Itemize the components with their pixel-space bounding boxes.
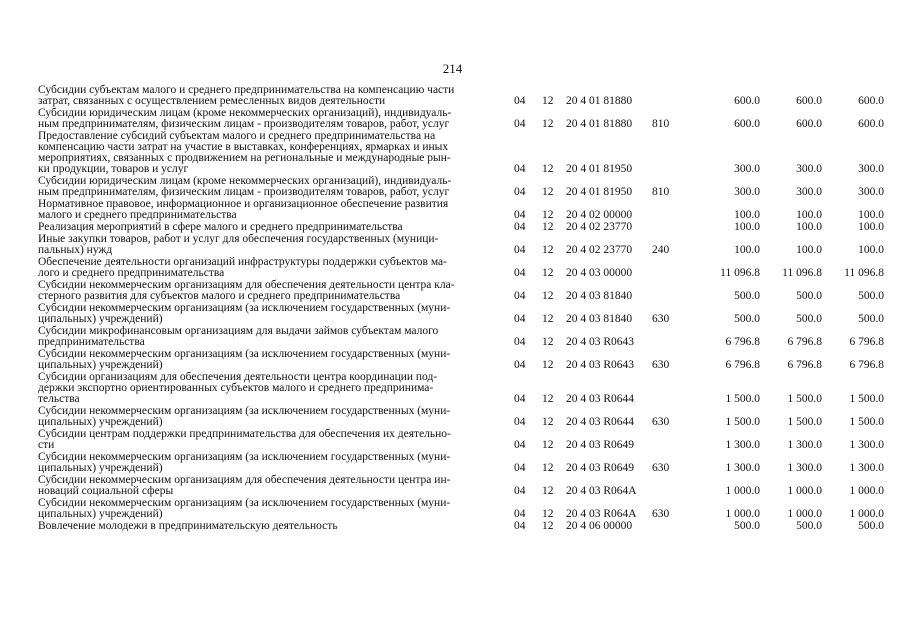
row-name-line: Субсидии некоммерческим организациям (за исключением государственных (муни- <box>38 302 451 314</box>
row-name-line: Субсидии юридическим лицам (кроме некоммерческих организаций), индивидуаль- <box>38 175 452 187</box>
amount-year-1: 1 500.0 <box>725 416 760 428</box>
row-name-line: ципальных) учреждений) <box>38 313 163 325</box>
amount-year-3: 1 300.0 <box>849 462 884 474</box>
amount-year-3: 300.0 <box>858 163 884 175</box>
target-article-code: 20 4 01 81880 <box>566 95 633 107</box>
target-article-code: 20 4 03 R0649 <box>566 462 635 474</box>
amount-year-1: 100.0 <box>734 209 760 221</box>
section-code: 04 <box>514 163 526 175</box>
row-name <box>38 303 508 326</box>
amount-year-2: 1 500.0 <box>787 416 822 428</box>
subsection-code: 12 <box>542 336 554 348</box>
subsection-code: 12 <box>542 416 554 428</box>
amount-year-3: 1 000.0 <box>849 508 884 520</box>
row-name <box>38 372 508 406</box>
row-name <box>38 199 508 222</box>
page-number: 214 <box>442 61 463 76</box>
row-name-line: Субсидии юридическим лицам (кроме некоммерческих организаций), индивидуаль- <box>38 107 452 119</box>
table-row <box>38 234 884 257</box>
amount-year-1: 1 300.0 <box>725 462 760 474</box>
subsection-code: 12 <box>542 313 554 325</box>
table-row <box>38 303 884 326</box>
section-code: 04 <box>514 462 526 474</box>
section-code: 04 <box>514 118 526 130</box>
table-row <box>38 199 884 222</box>
target-article-code: 20 4 03 81840 <box>566 290 633 302</box>
amount-year-2: 300.0 <box>796 186 822 198</box>
amount-year-1: 6 796.8 <box>725 359 760 371</box>
table-row <box>38 498 884 521</box>
section-code: 04 <box>514 416 526 428</box>
subsection-code: 12 <box>542 186 554 198</box>
expense-type-code <box>652 429 678 452</box>
row-name-line: Субсидии некоммерческим организациям (за исключением государственных (муни- <box>38 451 451 463</box>
amount-year-2: 100.0 <box>796 244 822 256</box>
target-article-code: 20 4 06 00000 <box>566 520 633 532</box>
row-name-line: держки экспортно ориентированных субъектов малого и среднего предпринима- <box>38 382 434 394</box>
row-name-line: Предоставление субсидий субъектам малого и среднего предпринимательства на <box>38 130 436 142</box>
amount-year-2: 300.0 <box>796 163 822 175</box>
row-name-line: ным предпринимателям, физическим лицам - производителям товаров, работ, услуг <box>38 118 450 130</box>
target-article-code: 20 4 02 23770 <box>566 244 633 256</box>
table-row <box>38 131 884 176</box>
section-code: 04 <box>514 520 526 532</box>
amount-year-2: 1 300.0 <box>787 439 822 451</box>
table-row <box>38 372 884 406</box>
subsection-code: 12 <box>542 508 554 520</box>
table-row <box>38 475 884 498</box>
subsection-code: 12 <box>542 462 554 474</box>
budget-table <box>38 85 884 533</box>
row-name-line: Нормативное правовое, информационное и организационное обеспечение развития <box>38 198 449 210</box>
section-code: 04 <box>514 313 526 325</box>
amount-year-2: 1 300.0 <box>787 462 822 474</box>
expense-type-code <box>652 521 678 533</box>
row-name <box>38 475 508 498</box>
amount-year-2: 600.0 <box>796 95 822 107</box>
amount-year-2: 500.0 <box>796 313 822 325</box>
expense-type-code: 630 <box>652 462 670 474</box>
row-name-line: тельства <box>38 393 80 405</box>
row-name-line: Субсидии некоммерческим организациям (за исключением государственных (муни- <box>38 405 451 417</box>
row-name <box>38 406 508 429</box>
amount-year-3: 100.0 <box>858 244 884 256</box>
amount-year-1: 500.0 <box>734 313 760 325</box>
row-name-line: ципальных) учреждений) <box>38 462 163 474</box>
row-name <box>38 326 508 349</box>
subsection-code: 12 <box>542 359 554 371</box>
section-code: 04 <box>514 267 526 279</box>
expense-type-code <box>652 326 678 349</box>
row-name-line: Субсидии некоммерческим организациям для обеспечения деятельности центра кла- <box>38 279 455 291</box>
amount-year-1: 100.0 <box>734 244 760 256</box>
row-name-line: ципальных) учреждений) <box>38 508 163 520</box>
table-row <box>38 349 884 372</box>
subsection-code: 12 <box>542 163 554 175</box>
table-row <box>38 429 884 452</box>
row-name-line: мероприятиях, связанных с продвижением на региональные и международные рын- <box>38 152 451 164</box>
row-name-line: Субсидии организациям для обеспечения деятельности центра координации под- <box>38 371 438 383</box>
row-name-line: Вовлечение молодежи в предпринимательскую деятельность <box>38 520 338 532</box>
row-name-line: ки продукции, товаров и услуг <box>38 163 189 175</box>
amount-year-3: 6 796.8 <box>849 359 884 371</box>
target-article-code: 20 4 03 R0644 <box>566 416 635 428</box>
table-row <box>38 280 884 303</box>
table-row <box>38 85 884 108</box>
row-name-line: Субсидии субъектам малого и среднего предпринимательства на компенсацию части <box>38 84 455 96</box>
amount-year-1: 500.0 <box>734 290 760 302</box>
expense-type-code <box>652 85 678 108</box>
row-name-line: компенсацию части затрат на участие в выставках, конференциях, ярмарках и иных <box>38 141 449 153</box>
expense-type-code <box>652 475 678 498</box>
target-article-code: 20 4 03 R064A <box>566 508 637 520</box>
row-name-line: новаций социальной сферы <box>38 485 174 497</box>
target-article-code: 20 4 02 23770 <box>566 221 633 233</box>
expense-type-code <box>652 280 678 303</box>
row-name-line: Обеспечение деятельности организаций инфраструктуры поддержки субъектов ма- <box>38 256 447 268</box>
row-name-line: Иные закупки товаров, работ и услуг для обеспечения государственных (муници- <box>38 233 439 245</box>
amount-year-1: 1 000.0 <box>725 485 760 497</box>
amount-year-3: 1 500.0 <box>849 393 884 405</box>
amount-year-3: 11 096.8 <box>844 267 884 279</box>
target-article-code: 20 4 03 81840 <box>566 313 633 325</box>
expense-type-code <box>652 222 678 234</box>
row-name-line: лого и среднего предпринимательства <box>38 267 225 279</box>
amount-year-1: 300.0 <box>734 186 760 198</box>
section-code: 04 <box>514 393 526 405</box>
target-article-code: 20 4 01 81880 <box>566 118 633 130</box>
table-body <box>38 85 884 533</box>
amount-year-1: 1 500.0 <box>725 393 760 405</box>
expense-type-code <box>652 131 678 176</box>
amount-year-2: 1 000.0 <box>787 508 822 520</box>
section-code: 04 <box>514 290 526 302</box>
row-name <box>38 521 508 533</box>
row-name-line: ципальных) учреждений) <box>38 416 163 428</box>
target-article-code: 20 4 03 R0649 <box>566 439 635 451</box>
amount-year-3: 600.0 <box>858 95 884 107</box>
subsection-code: 12 <box>542 221 554 233</box>
row-name <box>38 108 508 131</box>
expense-type-code: 630 <box>652 416 670 428</box>
subsection-code: 12 <box>542 290 554 302</box>
amount-year-1: 6 796.8 <box>725 336 760 348</box>
amount-year-1: 600.0 <box>734 118 760 130</box>
target-article-code: 20 4 03 R0643 <box>566 359 635 371</box>
section-code: 04 <box>514 336 526 348</box>
amount-year-1: 11 096.8 <box>720 267 760 279</box>
expense-type-code <box>652 199 678 222</box>
table-row <box>38 521 884 533</box>
row-name <box>38 498 508 521</box>
table-row <box>38 176 884 199</box>
table-row <box>38 257 884 280</box>
amount-year-3: 500.0 <box>858 290 884 302</box>
subsection-code: 12 <box>542 209 554 221</box>
amount-year-3: 600.0 <box>858 118 884 130</box>
amount-year-3: 6 796.8 <box>849 336 884 348</box>
row-name <box>38 85 508 108</box>
row-name-line: стерного развития для субъектов малого и среднего предпринимательства <box>38 290 401 302</box>
row-name-line: пальных) нужд <box>38 244 113 256</box>
row-name <box>38 131 508 176</box>
subsection-code: 12 <box>542 244 554 256</box>
subsection-code: 12 <box>542 95 554 107</box>
amount-year-2: 6 796.8 <box>787 336 822 348</box>
amount-year-2: 100.0 <box>796 209 822 221</box>
subsection-code: 12 <box>542 520 554 532</box>
amount-year-3: 1 500.0 <box>849 416 884 428</box>
amount-year-2: 500.0 <box>796 290 822 302</box>
section-code: 04 <box>514 209 526 221</box>
row-name <box>38 176 508 199</box>
amount-year-2: 100.0 <box>796 221 822 233</box>
amount-year-2: 6 796.8 <box>787 359 822 371</box>
expense-type-code <box>652 372 678 406</box>
expense-type-code: 630 <box>652 508 670 520</box>
target-article-code: 20 4 03 R0644 <box>566 393 635 405</box>
row-name-line: Субсидии центрам поддержки предпринимательства для обеспечения их деятельно- <box>38 428 451 440</box>
section-code: 04 <box>514 186 526 198</box>
section-code: 04 <box>514 221 526 233</box>
expense-type-code: 810 <box>652 118 670 130</box>
expense-type-code <box>652 257 678 280</box>
amount-year-3: 500.0 <box>858 313 884 325</box>
table-row <box>38 108 884 131</box>
row-name <box>38 257 508 280</box>
section-code: 04 <box>514 485 526 497</box>
subsection-code: 12 <box>542 485 554 497</box>
amount-year-2: 500.0 <box>796 520 822 532</box>
table-row <box>38 406 884 429</box>
target-article-code: 20 4 03 R0643 <box>566 336 635 348</box>
row-name-line: Субсидии некоммерческим организациям (за исключением государственных (муни- <box>38 497 451 509</box>
target-article-code: 20 4 03 00000 <box>566 267 633 279</box>
amount-year-1: 500.0 <box>734 520 760 532</box>
amount-year-1: 1 000.0 <box>725 508 760 520</box>
amount-year-3: 100.0 <box>858 221 884 233</box>
row-name <box>38 280 508 303</box>
expense-type-code: 810 <box>652 186 670 198</box>
row-name-line: затрат, связанных с осуществлением ремесленных видов деятельности <box>38 95 386 107</box>
amount-year-3: 500.0 <box>858 520 884 532</box>
row-name <box>38 452 508 475</box>
amount-year-3: 300.0 <box>858 186 884 198</box>
row-name-line: малого и среднего предпринимательства <box>38 209 237 221</box>
target-article-code: 20 4 01 81950 <box>566 163 633 175</box>
amount-year-1: 300.0 <box>734 163 760 175</box>
subsection-code: 12 <box>542 118 554 130</box>
amount-year-2: 600.0 <box>796 118 822 130</box>
amount-year-1: 100.0 <box>734 221 760 233</box>
expense-type-code: 240 <box>652 244 670 256</box>
row-name-line: Субсидии микрофинансовым организациям для выдачи займов субъектам малого <box>38 325 439 337</box>
amount-year-3: 100.0 <box>858 209 884 221</box>
subsection-code: 12 <box>542 393 554 405</box>
row-name <box>38 349 508 372</box>
target-article-code: 20 4 03 R064A <box>566 485 637 497</box>
row-name <box>38 429 508 452</box>
amount-year-3: 1 000.0 <box>849 485 884 497</box>
section-code: 04 <box>514 439 526 451</box>
table-row <box>38 452 884 475</box>
target-article-code: 20 4 01 81950 <box>566 186 633 198</box>
section-code: 04 <box>514 95 526 107</box>
section-code: 04 <box>514 244 526 256</box>
row-name-line: сти <box>38 439 55 451</box>
row-name-line: предпринимательства <box>38 336 145 348</box>
subsection-code: 12 <box>542 439 554 451</box>
target-article-code: 20 4 02 00000 <box>566 209 633 221</box>
amount-year-2: 11 096.8 <box>782 267 822 279</box>
expense-type-code: 630 <box>652 313 670 325</box>
expense-type-code: 630 <box>652 359 670 371</box>
amount-year-3: 1 300.0 <box>849 439 884 451</box>
section-code: 04 <box>514 508 526 520</box>
row-name-line: Субсидии некоммерческим организациям для обеспечения деятельности центра ин- <box>38 474 451 486</box>
row-name <box>38 234 508 257</box>
amount-year-1: 600.0 <box>734 95 760 107</box>
section-code: 04 <box>514 359 526 371</box>
amount-year-1: 1 300.0 <box>725 439 760 451</box>
subsection-code: 12 <box>542 267 554 279</box>
amount-year-2: 1 000.0 <box>787 485 822 497</box>
row-name-line: Субсидии некоммерческим организациям (за исключением государственных (муни- <box>38 348 451 360</box>
amount-year-2: 1 500.0 <box>787 393 822 405</box>
row-name-line: Реализация мероприятий в сфере малого и среднего предпринимательства <box>38 221 403 233</box>
row-name-line: ным предпринимателям, физическим лицам - производителям товаров, работ, услуг <box>38 186 450 198</box>
table-row <box>38 326 884 349</box>
row-name-line: ципальных) учреждений) <box>38 359 163 371</box>
